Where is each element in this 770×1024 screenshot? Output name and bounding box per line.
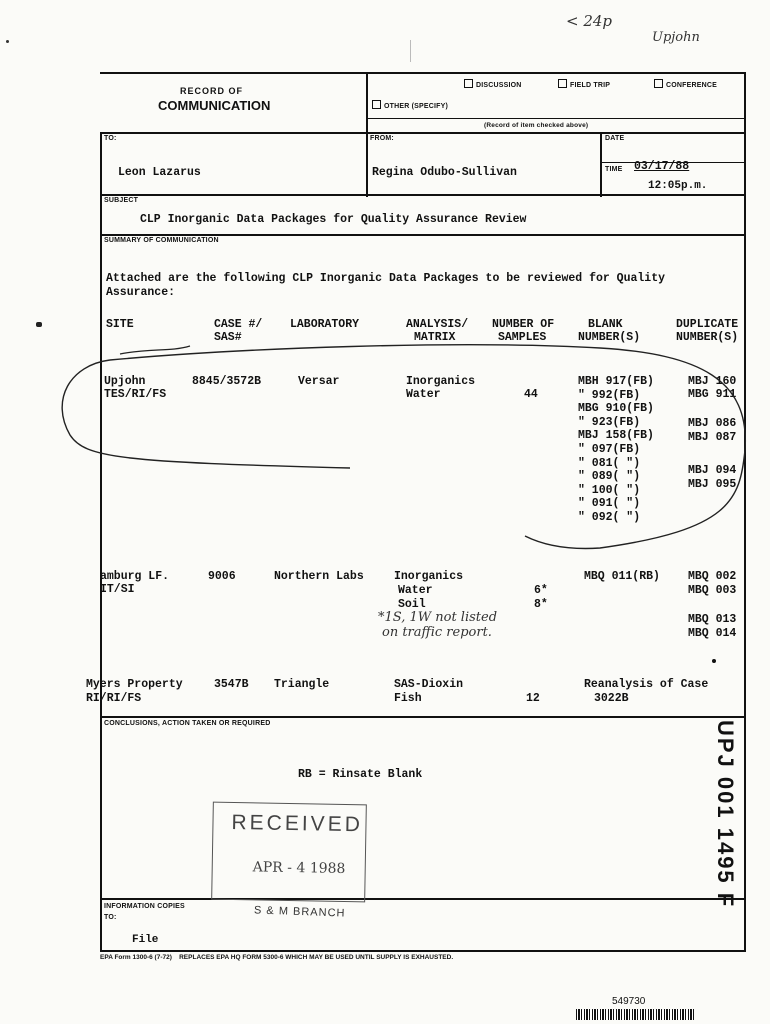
blank-item: " 089( ") bbox=[578, 470, 641, 484]
conclusions-label: CONCLUSIONS, ACTION TAKEN OR REQUIRED bbox=[104, 720, 271, 727]
entry1-analysis-2: Water bbox=[406, 388, 441, 401]
blank-item: MBH 917(FB) bbox=[578, 375, 654, 388]
checkbox-discussion-label: DISCUSSION bbox=[476, 82, 522, 89]
entry3-analysis-2: Fish bbox=[394, 692, 422, 705]
form-title-top: RECORD OF bbox=[180, 86, 243, 96]
received-stamp-date: APR - 4 1988 bbox=[252, 859, 346, 877]
side-document-stamp: UPJ 001 1495 F bbox=[713, 720, 738, 909]
from-label: FROM: bbox=[370, 135, 394, 142]
entry2-case: 9006 bbox=[208, 570, 236, 583]
blank-item: " 092( ") bbox=[578, 510, 641, 524]
summary-label: SUMMARY OF COMMUNICATION bbox=[104, 237, 219, 244]
entry2-samples-soil: 8* bbox=[534, 598, 548, 611]
col-samples-2: SAMPLES bbox=[498, 331, 547, 344]
entry1-dup-4: MBJ 087 bbox=[688, 431, 737, 444]
col-blank-1: BLANK bbox=[588, 318, 623, 331]
entry1-site-2: TES/RI/FS bbox=[104, 388, 167, 401]
entry1-analysis-1: Inorganics bbox=[406, 375, 476, 388]
col-duplicate-2: NUMBER(S) bbox=[676, 331, 739, 344]
circle-overlap bbox=[120, 346, 190, 354]
record-note: (Record of item checked above) bbox=[484, 122, 589, 129]
form-title: COMMUNICATION bbox=[158, 98, 271, 113]
info-copies-label-2: TO: bbox=[104, 914, 117, 921]
time-value: 12:05p.m. bbox=[648, 180, 708, 192]
blank-item: " 091( ") bbox=[578, 497, 641, 511]
entry1-lab: Versar bbox=[298, 375, 340, 388]
col-analysis-1: ANALYSIS/ bbox=[406, 318, 469, 331]
info-copies-value: File bbox=[132, 934, 159, 946]
blank-item: " 097(FB) bbox=[578, 442, 641, 456]
checkbox-box bbox=[654, 79, 663, 88]
entry3-site-1: Myers Property bbox=[86, 678, 183, 691]
blank-item: MBJ 158(FB) bbox=[578, 429, 654, 443]
entry1-case: 8845/3572B bbox=[192, 375, 262, 388]
received-stamp-title: RECEIVED bbox=[231, 810, 364, 837]
entry2-handwritten-note-2: on traffic report. bbox=[382, 625, 492, 640]
checkbox-box bbox=[372, 100, 381, 109]
entry2-lab: Northern Labs bbox=[274, 570, 364, 583]
hand-drawn-circle bbox=[40, 340, 770, 570]
entry2-site-1: amburg LF. bbox=[100, 570, 170, 583]
col-duplicate-1: DUPLICATE bbox=[676, 318, 739, 331]
info-copies-rule bbox=[100, 898, 746, 900]
checkbox-conference-label: CONFERENCE bbox=[666, 82, 718, 89]
form-bottom-border bbox=[100, 950, 746, 952]
entry2-site-2: IT/SI bbox=[100, 583, 135, 596]
info-copies-label-1: INFORMATION COPIES bbox=[104, 903, 185, 910]
scan-speck bbox=[6, 40, 9, 43]
checkbox-field-trip bbox=[558, 79, 610, 89]
entry1-samples: 44 bbox=[524, 388, 538, 401]
entry3-reanalysis-2: 3022B bbox=[594, 692, 629, 705]
top-handwritten-note: < 24p bbox=[566, 12, 613, 30]
ink-dot bbox=[712, 659, 716, 663]
checkbox-field-trip-label: FIELD TRIP bbox=[570, 82, 611, 89]
from-value: Regina Odubo-Sullivan bbox=[372, 166, 517, 179]
checkbox-box bbox=[558, 79, 567, 88]
entry3-lab: Triangle bbox=[274, 678, 330, 691]
entry3-site-2: RI/RI/FS bbox=[86, 692, 142, 705]
entry2-dup-1: MBQ 002 bbox=[688, 570, 737, 583]
col-site: SITE bbox=[106, 318, 134, 331]
blank-item: MBG 910(FB) bbox=[578, 402, 654, 416]
entry2-handwritten-note-1: *1S, 1W not listed bbox=[378, 610, 498, 625]
col-blank-2: NUMBER(S) bbox=[578, 331, 641, 344]
top-right-handwritten-note: Upjohn bbox=[652, 30, 700, 45]
col-case-1: CASE #/ bbox=[214, 318, 263, 331]
form-footer: EPA Form 1300-6 (7-72) REPLACES EPA HQ FORM 5300-6 WHICH MAY BE USED UNTIL SUPPLY IS EXHAUSTED. bbox=[100, 954, 454, 961]
time-label: TIME bbox=[605, 166, 623, 173]
blank-item: " 992(FB) bbox=[578, 388, 641, 402]
col-laboratory: LABORATORY bbox=[290, 318, 360, 331]
col-samples-1: NUMBER OF bbox=[492, 318, 555, 331]
checkbox-other bbox=[372, 100, 448, 110]
date-rule bbox=[600, 162, 746, 163]
circle-stroke-left bbox=[62, 360, 350, 468]
entry2-dup-3: MBQ 013 bbox=[688, 613, 737, 626]
date-value: 03/17/88 bbox=[634, 160, 690, 173]
received-stamp-branch: S & M BRANCH bbox=[253, 904, 346, 920]
to-value: Leon Lazarus bbox=[118, 166, 201, 179]
entry3-reanalysis-1: Reanalysis of Case bbox=[584, 678, 709, 691]
blank-item: " 923(FB) bbox=[578, 415, 641, 429]
col-case-2: SAS# bbox=[214, 331, 242, 344]
entry1-dup-6: MBJ 095 bbox=[688, 478, 737, 491]
date-divider bbox=[600, 132, 602, 197]
col-analysis-2: MATRIX bbox=[414, 331, 456, 344]
blank-item: " 081( ") bbox=[578, 456, 641, 470]
circle-stroke-right bbox=[110, 345, 745, 549]
entry3-samples: 12 bbox=[526, 692, 540, 705]
entry3-analysis-1: SAS-Dioxin bbox=[394, 678, 464, 691]
entry2-analysis-1: Inorganics bbox=[394, 570, 464, 583]
barcode bbox=[550, 996, 698, 1022]
checkbox-discussion bbox=[464, 79, 522, 89]
blank-item: " 100( ") bbox=[578, 483, 641, 497]
entry2-dup-2: MBQ 003 bbox=[688, 584, 737, 597]
entry2-analysis-2: Water bbox=[398, 584, 433, 597]
form-top-border bbox=[100, 72, 746, 74]
entry1-dup-5: MBJ 094 bbox=[688, 464, 737, 477]
to-rule bbox=[100, 132, 746, 134]
entry2-dup-4: MBQ 014 bbox=[688, 627, 737, 640]
checkbox-box bbox=[464, 79, 473, 88]
checkbox-conference bbox=[654, 79, 717, 89]
intro-line-1: Attached are the following CLP Inorganic Data Packages to be reviewed for Quality bbox=[106, 272, 665, 285]
checkbox-other-label: OTHER (SPECIFY) bbox=[384, 103, 449, 110]
subject-value: CLP Inorganic Data Packages for Quality Assurance Review bbox=[140, 213, 527, 226]
summary-rule bbox=[100, 234, 746, 236]
conclusions-rule bbox=[100, 716, 746, 718]
entry2-samples-water: 6* bbox=[534, 584, 548, 597]
scan-speck bbox=[36, 322, 42, 327]
entry1-site-1: Upjohn bbox=[104, 375, 146, 388]
header-divider bbox=[366, 72, 368, 197]
header-rule bbox=[366, 118, 746, 119]
rb-note: RB = Rinsate Blank bbox=[298, 768, 423, 781]
scan-streak bbox=[410, 40, 411, 62]
barcode-number: 549730 bbox=[612, 996, 646, 1007]
entry2-blank: MBQ 011(RB) bbox=[584, 570, 660, 583]
entry2-analysis-3: Soil bbox=[398, 598, 426, 611]
subject-rule bbox=[100, 194, 746, 196]
entry1-dup-1: MBJ 160 bbox=[688, 375, 737, 388]
to-label: TO: bbox=[104, 135, 117, 142]
received-stamp bbox=[211, 802, 367, 903]
date-label: DATE bbox=[605, 135, 625, 142]
barcode-bars bbox=[576, 1009, 694, 1020]
entry3-case: 3547B bbox=[214, 678, 249, 691]
intro-line-2: Assurance: bbox=[106, 286, 176, 299]
subject-label: SUBJECT bbox=[104, 197, 139, 204]
entry1-dup-2: MBG 911 bbox=[688, 388, 737, 401]
entry1-dup-3: MBJ 086 bbox=[688, 417, 737, 430]
